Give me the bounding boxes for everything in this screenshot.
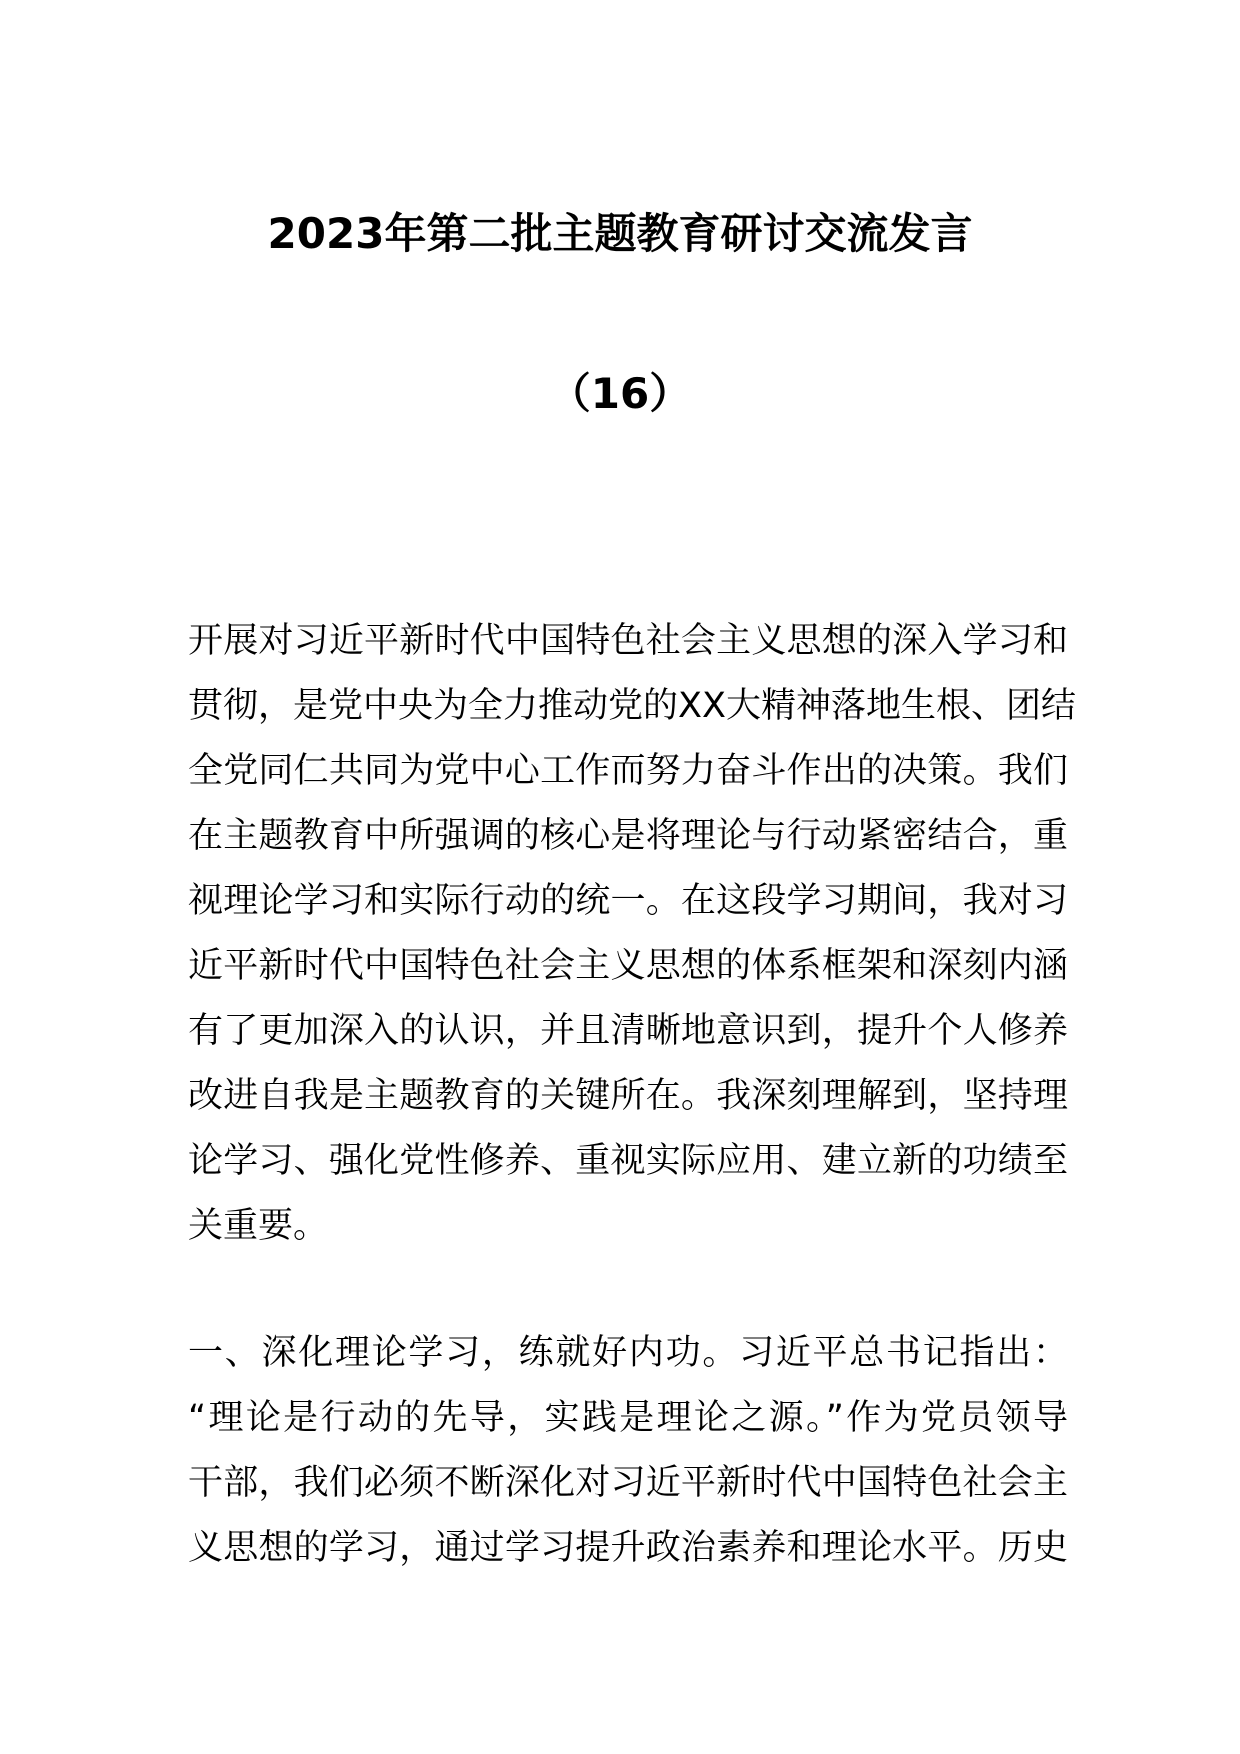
paragraph-line: 在主题教育中所强调的核心是将理论与行动紧密结合，重 <box>188 816 1068 856</box>
paragraph-line: 改进自我是主题教育的关键所在。我深刻理解到，坚持理 <box>188 1076 1068 1116</box>
paragraph-line: 一、深化理论学习，练就好内功。习近平总书记指出： <box>188 1333 1068 1373</box>
paragraph-line: 干部，我们必须不断深化对习近平新时代中国特色社会主 <box>188 1463 1068 1503</box>
paragraph-line: 有了更加深入的认识，并且清晰地意识到，提升个人修养 <box>188 1011 1068 1051</box>
paragraph-line: 关重要。 <box>188 1206 329 1246</box>
document-title: 2023年第二批主题教育研讨交流发言 <box>267 209 973 258</box>
paragraph-section-one <box>188 1321 1068 1581</box>
document-subtitle: （16） <box>548 369 692 418</box>
paragraph-line: 视理论学习和实际行动的统一。在这段学习期间，我对习 <box>188 881 1068 921</box>
paragraph-intro <box>188 609 1076 1259</box>
paragraph-line: 论学习、强化党性修养、重视实际应用、建立新的功绩至 <box>188 1141 1068 1181</box>
paragraph-line: 全党同仁共同为党中心工作而努力奋斗作出的决策。我们 <box>188 751 1068 791</box>
paragraph-line: 义思想的学习，通过学习提升政治素养和理论水平。历史 <box>188 1528 1068 1568</box>
paragraph-line: 近平新时代中国特色社会主义思想的体系框架和深刻内涵 <box>188 946 1068 986</box>
paragraph-line: 贯彻，是党中央为全力推动党的XX大精神落地生根、团结 <box>188 686 1076 726</box>
paragraph-line: 开展对习近平新时代中国特色社会主义思想的深入学习和 <box>188 621 1068 661</box>
paragraph-line: “理论是行动的先导，实践是理论之源。”作为党员领导 <box>188 1398 1068 1438</box>
